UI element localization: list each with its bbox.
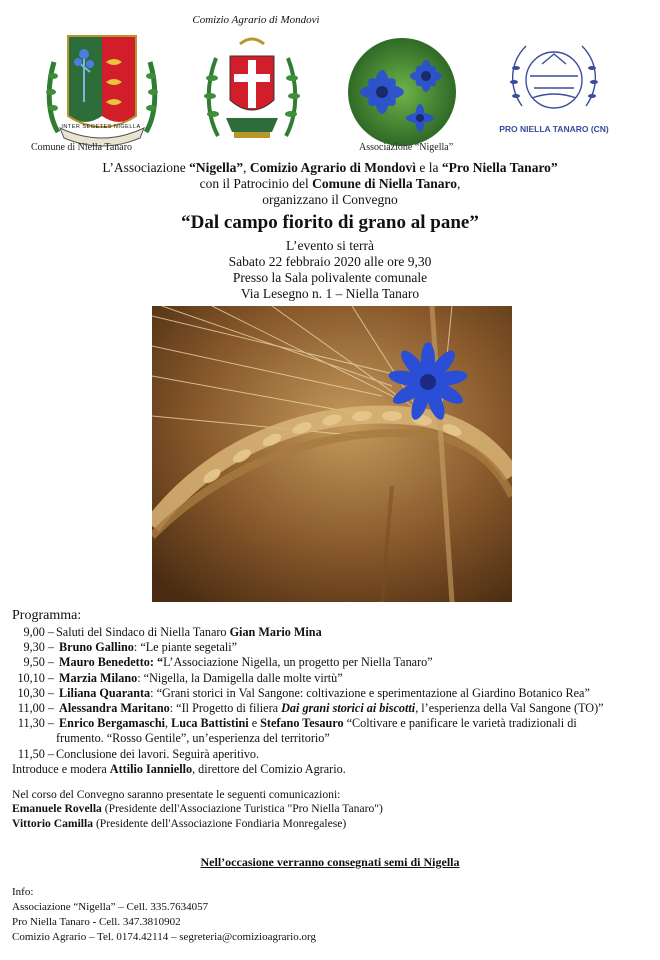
row-desc: [54, 686, 590, 701]
motto-ribbon-text: INTER SEGETES NIGELLA: [61, 124, 141, 130]
header-text: L’Associazione: [102, 160, 190, 175]
comms-item: [12, 817, 652, 831]
org-comune: Comune di Niella Tanaro: [312, 176, 458, 191]
seeds-notice-text: Nell’occasione verranno consegnati semi di Nigella: [200, 855, 460, 869]
program-row: [12, 747, 652, 762]
row-text: Saluti del Sindaco di Niella Tanaro: [56, 625, 230, 639]
header-line-2: [0, 176, 660, 192]
row-time: 11,50 –: [17, 746, 54, 761]
row-text: : “Grani storici in Val Sangone: coltivazione e sperimentazione al Giardino Botanico Rea”: [150, 685, 590, 700]
moderator-text: , direttore del Comizio Agrario.: [192, 761, 346, 776]
program-section: [12, 607, 652, 777]
row-desc: [54, 671, 343, 686]
row-desc: [54, 716, 577, 731]
program-row: [12, 625, 652, 640]
row-text: ,: [165, 716, 172, 731]
header-text: con il Patrocinio del: [199, 176, 313, 191]
info-contact-pro: [12, 915, 652, 930]
event-header: [0, 160, 660, 302]
caption-nigella: Associazione “Nigella”: [359, 142, 454, 153]
row-speaker: Gian Mario Mina: [229, 625, 322, 639]
program-heading: Programma:: [12, 608, 82, 623]
row-text: L’Associazione Nigella, un progetto per Niella Tanaro”: [163, 655, 433, 670]
row-text: , l’esperienza della Val Sangone (TO)”: [415, 701, 604, 716]
program-row: [12, 671, 652, 686]
row-speaker: Marzia Milano: [59, 670, 138, 685]
program-row: [12, 686, 652, 701]
row-text: Conclusione dei lavori. Seguirà aperitivo.: [56, 746, 260, 761]
caption-comune: Comune di Niella Tanaro: [31, 142, 133, 153]
moderator-text: Introduce e modera: [12, 761, 110, 776]
row-time: 11,30 –: [17, 716, 54, 731]
row-speaker: Mauro Benedetto: “: [59, 655, 164, 670]
row-time: 10,10 –: [17, 670, 54, 685]
info-section: [12, 885, 652, 945]
row-text: : “Nigella, la Damigella dalle molte virtù”: [137, 670, 343, 685]
row-time: 11,00 –: [17, 701, 54, 716]
org-comizio: Comizio Agrario di Mondovì: [249, 160, 417, 175]
communications-section: [12, 788, 652, 831]
row-text: : “Il Progetto di filiera: [169, 701, 282, 716]
program-row: [12, 716, 652, 731]
row-continuation: frumento. “Rosso Gentile”, un’esperienza del territorio”: [56, 731, 330, 746]
row-text: e: [248, 716, 261, 731]
wheat-cornflower-photo: [152, 306, 512, 602]
org-nigella: “Nigella”: [189, 160, 244, 175]
seeds-notice: [0, 855, 660, 870]
row-desc: [54, 655, 433, 670]
row-text: “Coltivare e panificare le varietà tradizionali di: [343, 716, 577, 731]
program-row: [12, 701, 652, 716]
row-desc: [54, 640, 237, 655]
info-contact-comizio: Comizio Agrario – Tel. 0174.42114 – segreteria@comizioagrario.org: [12, 931, 316, 943]
row-time: 9,50 –: [23, 655, 54, 670]
info-label: Info:: [12, 886, 34, 898]
info-contact-nigella: Associazione “Nigella” – Cell. 335.7634057: [12, 901, 209, 913]
row-speaker: Bruno Gallino: [59, 640, 134, 655]
header-text: ,: [243, 160, 250, 175]
logos-row: [0, 14, 660, 154]
event-address: Via Lesegno n. 1 – Niella Tanaro: [240, 286, 420, 301]
header-line-3: organizzano il Convegno: [262, 192, 398, 207]
row-desc: [54, 701, 604, 716]
event-date: Sabato 22 febbraio 2020 alle ore 9,30: [228, 254, 432, 269]
comms-intro: Nel corso del Convegno saranno presentate le seguenti comunicazioni:: [12, 788, 341, 801]
comms-item: [12, 802, 652, 816]
row-time: 9,30 –: [23, 640, 54, 655]
info-text: Cell. 347.3810902: [96, 916, 181, 928]
row-desc: [54, 625, 322, 640]
comms-role: (Presidente dell'Associazione Turistica "Pro Niella Tanaro"): [101, 802, 383, 816]
program-row: [12, 655, 652, 670]
row-text: : “Le piante segetali”: [133, 640, 238, 655]
event-title: “Dal campo fiorito di grano al pane”: [181, 212, 479, 233]
comms-role: (Presidente dell'Associazione Fondiaria Monregalese): [93, 816, 347, 830]
info-dash: -: [92, 916, 97, 928]
row-speaker: Enrico Bergamaschi: [59, 716, 165, 731]
event-line-1: L’evento si terrà: [286, 238, 374, 253]
comune-coat-of-arms-icon: [44, 32, 160, 156]
comizio-emblem-icon: [204, 34, 300, 152]
org-pro-niella: “Pro Niella Tanaro”: [441, 160, 558, 175]
row-speaker: Stefano Tesauro: [260, 716, 344, 731]
row-speaker: Liliana Quaranta: [59, 685, 151, 700]
moderator-name: Attilio Ianniello: [109, 761, 193, 776]
row-speaker: Luca Battistini: [171, 716, 249, 731]
header-text: ,: [457, 176, 461, 191]
event-venue: Presso la Sala polivalente comunale: [232, 270, 428, 285]
comms-speaker: Vittorio Camilla: [12, 816, 94, 830]
pro-niella-logo-icon: [502, 36, 606, 122]
row-desc: [54, 747, 259, 762]
info-text: Pro Niella Tanaro: [12, 916, 93, 928]
caption-comizio: Comizio Agrario di Mondovì: [192, 14, 320, 26]
header-line-1: [0, 160, 660, 176]
header-text: e la: [416, 160, 442, 175]
row-project-title: Dai grani storici ai biscotti: [281, 701, 416, 716]
nigella-flower-icon: [346, 36, 458, 148]
program-row: [12, 640, 652, 655]
caption-pro-niella: PRO NIELLA TANARO (CN): [499, 124, 609, 134]
moderator-line: [12, 762, 652, 777]
comms-speaker: Emanuele Rovella: [12, 802, 102, 816]
row-time: 9,00 –: [23, 625, 54, 639]
row-time: 10,30 –: [17, 685, 54, 700]
row-speaker: Alessandra Maritano: [59, 701, 170, 716]
